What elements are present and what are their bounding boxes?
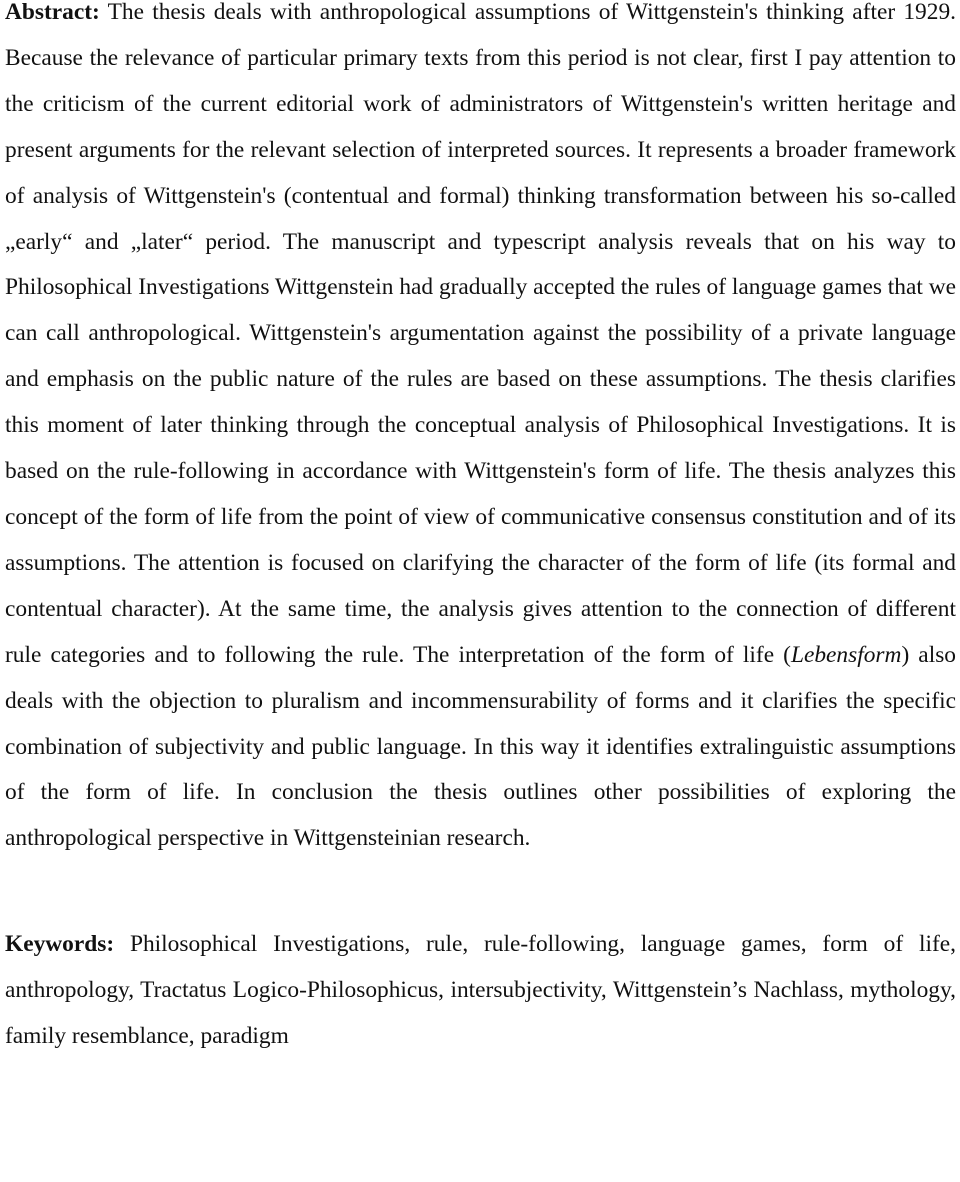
keywords-paragraph: [5, 922, 956, 1060]
lebensform-term: Lebensform: [790, 641, 902, 668]
abstract-text-part1: The thesis deals with anthropological assumptions of Wittgenstein's thinking after 1929. Because the relevance of particular primary texts from this period is not clear, first I pay attention to the criticism of the current editorial work of administrators of Wittgenstein's written heritage and present arguments for the relevant selection of interpreted sources. It represents a broader framework of analysis of Wittgenstein's (contentual and formal) thinking transformation between his so-called „early“ and „later“ period. The manuscript and typescript analysis reveals that on his way to Philosophical Investigations Wittgenstein had gradually accepted the rules of language games that we can call anthropological. Wittgenstein's argumentation against the possibility of a private language and emphasis on the public nature of the rules are based on these assumptions. The thesis clarifies this moment of later thinking through the conceptual analysis of Philosophical Investigations. It is based on the rule-following in accordance with Wittgenstein's form of life. The thesis analyzes this concept of the form of life from the point of view of communicative consensus constitution and of its assumptions. The attention is focused on clarifying the character of the form of life (its formal and contentual character). At the same time, the analysis gives attention to the connection of different rule categories and to following the rule. The interpretation of the form of life (: [5, 0, 956, 668]
abstract-text-part2: ) also deals with the objection to pluralism and incommensurability of forms and it clarifies the specific combination of subjectivity and public language. In this way it identifies extralinguistic assumptions of the form of life. In conclusion the thesis outlines other possibilities of exploring the anthropological perspective in Wittgensteinian research.: [5, 641, 956, 852]
keywords-text: Philosophical Investigations, rule, rule-following, language games, form of life, anthropology, Tractatus Logico-Philosophicus, intersubjectivity, Wittgenstein’s Nachlass, mythology, family resemblance, paradigm: [5, 931, 956, 1050]
abstract-label: Abstract:: [5, 0, 100, 25]
abstract-paragraph: [5, 0, 956, 862]
keywords-label: Keywords:: [5, 931, 115, 958]
